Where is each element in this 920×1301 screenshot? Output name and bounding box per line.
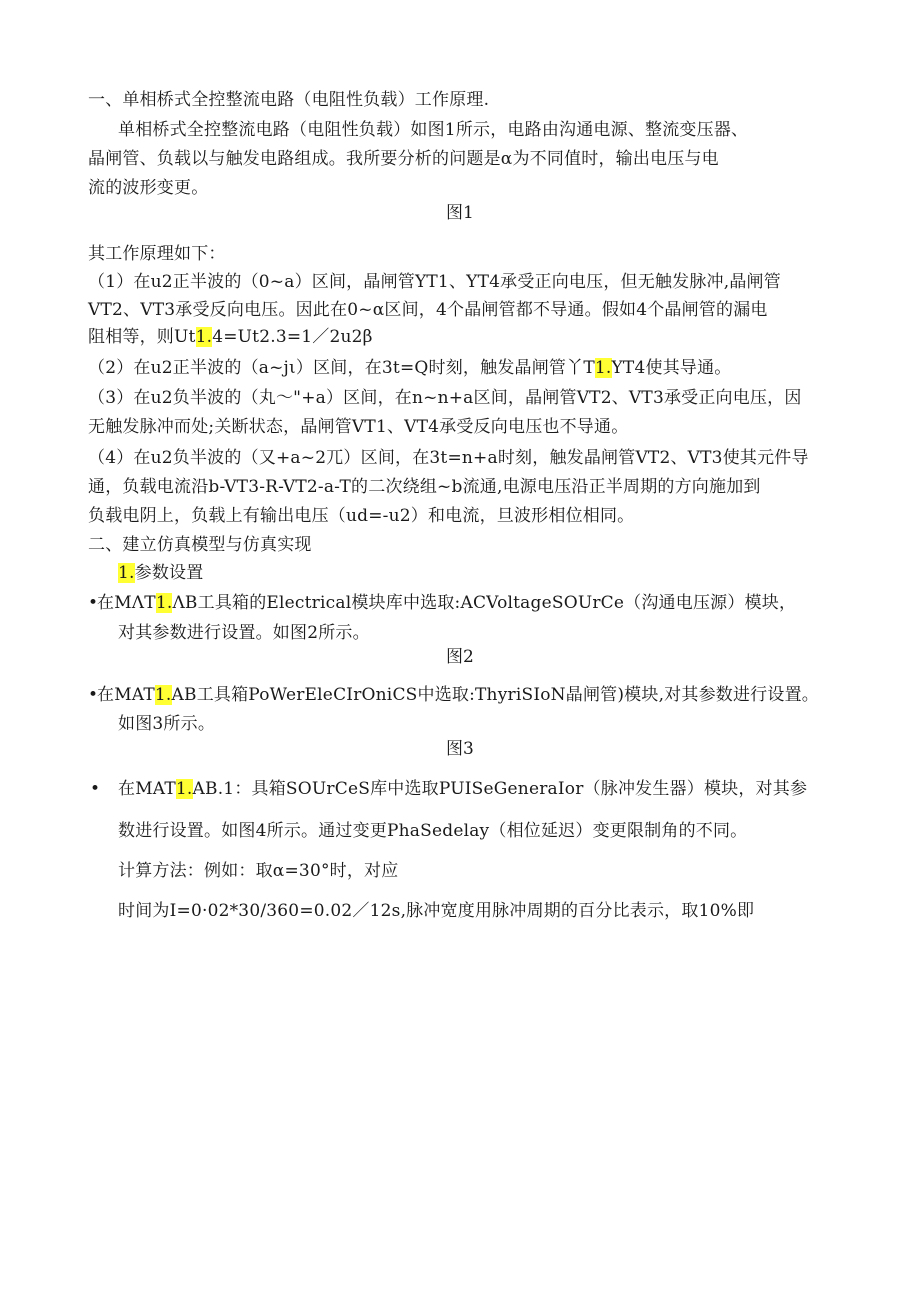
section1-heading: 一、单相桥式全控整流电路（电阻性负载）工作原理.	[88, 90, 490, 110]
highlight-mark: 1.	[118, 563, 135, 583]
subsection-param-settings	[118, 562, 203, 584]
bullet-2-marker: •	[88, 685, 99, 705]
p1-line-3-pre: 阻相等，则Ut	[88, 327, 196, 347]
principle-intro: 其工作原理如下：	[88, 244, 226, 264]
bullet-2-line-1	[97, 684, 819, 706]
bullet-1-line-1	[97, 592, 796, 614]
p2-pre: （2）在u2正半波的（a~jι）区间，在3t=Q时刻，触发晶闸管丫T	[88, 358, 595, 378]
bullet-3-line-3: 计算方法：例如：取α=30°时，对应	[118, 861, 399, 881]
b3-post: AB.1：具箱SOUrCeS库中选取PUISeGeneraIor（脉冲发生器）模块，对其参	[192, 779, 808, 799]
highlight-mark: 1.	[195, 327, 213, 347]
b1-pre: 在MΛT	[97, 593, 156, 613]
p2-line	[88, 357, 731, 379]
bullet-3-line-4: 时间为I=0·02*30/360=0.02／12s,脉冲宽度用脉冲周期的百分比表示，取10%即	[118, 901, 755, 921]
highlight-mark: 1.	[154, 685, 172, 705]
p1-line-3	[88, 326, 373, 348]
p4-line-1: （4）在u2负半波的（又+a~2兀）区间，在3t=n+a时刻，触发晶闸管VT2、VT3使其元件导	[88, 448, 809, 468]
highlight-mark: 1.	[175, 779, 193, 799]
bullet-3-line-2: 数进行设置。如图4所示。通过变更PhaSedelay（相位延迟）变更限制角的不同。	[118, 821, 748, 841]
p4-line-3: 负载电阴上，负载上有输出电压（ud=-u2）和电流，旦波形相位相同。	[88, 506, 635, 526]
intro-line-2: 晶闸管、负载以与触发电路组成。我所要分析的问题是α为不同值时，输出电压与电	[88, 149, 719, 169]
intro-line-1: 单相桥式全控整流电路（电阻性负载）如图1所示，电路由沟通电源、整流变压器、	[118, 120, 749, 140]
intro-line-3: 流的波形变更。	[88, 178, 209, 198]
bullet-1-marker: •	[88, 593, 99, 613]
bullet-3-line-1	[118, 778, 807, 800]
p2-post: YT4使其导通。	[611, 358, 732, 378]
figure-2-caption: 图2	[446, 647, 474, 667]
highlight-mark: 1.	[594, 358, 612, 378]
b2-post: AB工具箱PoWerEleCIrOniCS中选取:ThyriSIoN晶闸管)模块,对其参数进行设置。	[171, 685, 819, 705]
p3-line-1: （3）在u2负半波的（丸～"+a）区间，在n~n+a区间，晶闸管VT2、VT3承受正向电压，因	[88, 388, 802, 408]
figure-3-caption: 图3	[446, 739, 474, 759]
p4-line-2: 通，负载电流沿b-VT3-R-VT2-a-T的二次绕组~b流通,电源电压沿正半周期的方向施加到	[88, 477, 761, 497]
figure-1-caption: 图1	[446, 203, 474, 223]
highlight-mark: 1.	[155, 593, 173, 613]
subsection-title: 参数设置	[134, 563, 204, 583]
p1-line-1: （1）在u2正半波的（0~a）区间，晶闸管YT1、YT4承受正向电压，但无触发脉冲,晶闸管	[88, 272, 781, 292]
b1-post: ΛB工具箱的Electrical模块库中选取:ACVoltageSOUrCe（沟通电压源）模块，	[172, 593, 797, 613]
b3-pre: 在MAT	[118, 779, 176, 799]
p3-line-2: 无触发脉冲而处;关断状态，晶闸管VT1、VT4承受反向电压也不导通。	[88, 417, 629, 437]
p1-line-2: VT2、VT3承受反向电压。因此在0~α区间，4个晶闸管都不导通。假如4个晶闸管的漏电	[88, 300, 768, 320]
section2-heading: 二、建立仿真模型与仿真实现	[88, 535, 312, 555]
bullet-2-line-2: 如图3所示。	[118, 714, 216, 734]
bullet-3-marker: •	[90, 779, 101, 799]
bullet-1-line-2: 对其参数进行设置。如图2所示。	[118, 623, 370, 643]
b2-pre: 在MAT	[97, 685, 155, 705]
p1-line-3-post: 4=Ut2.3=1／2u2β	[212, 327, 373, 347]
